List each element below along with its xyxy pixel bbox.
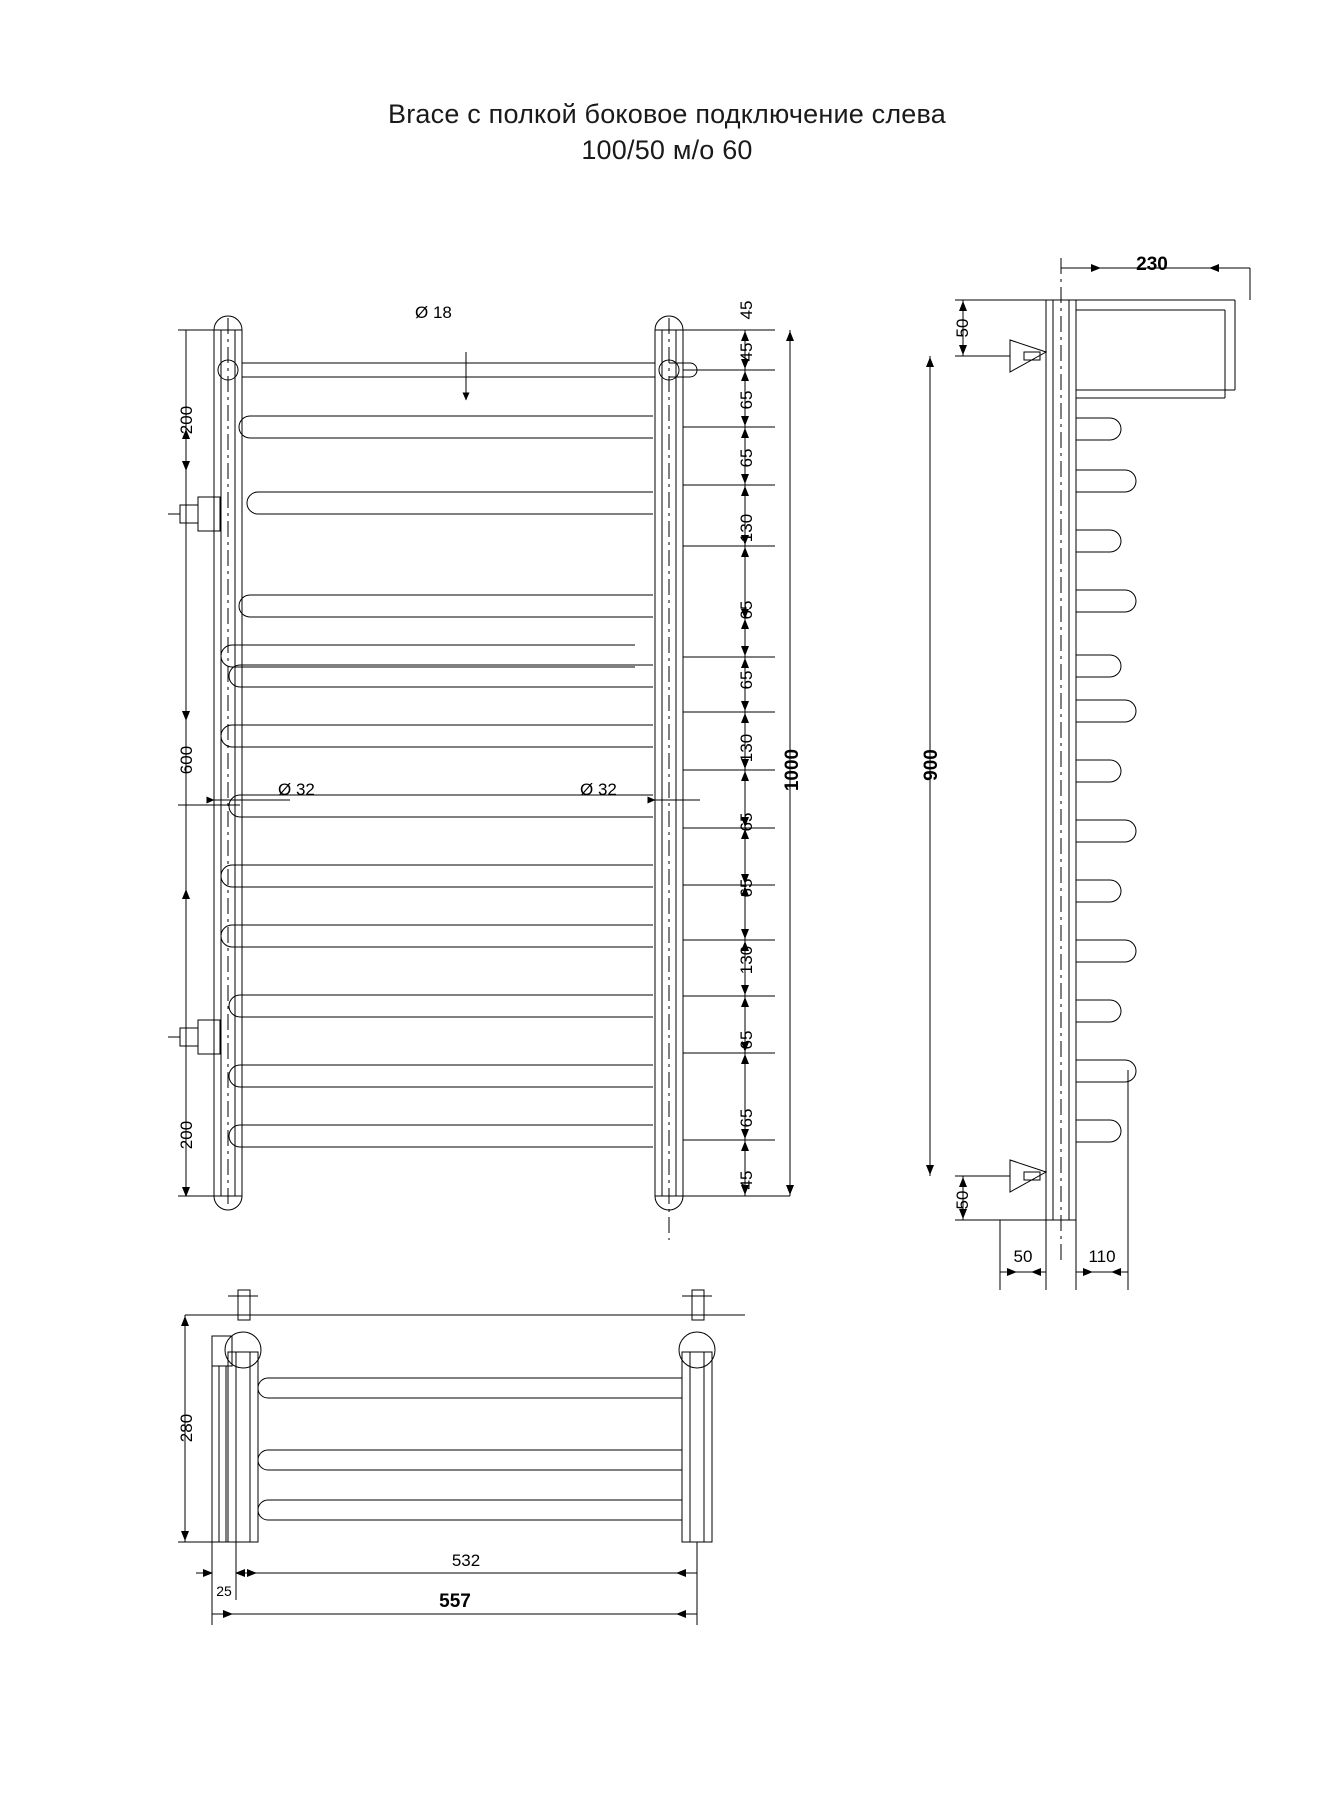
label-50-base: 50 xyxy=(1013,1247,1033,1266)
title-line-2: 100/50 м/о 60 xyxy=(581,135,753,166)
side-offset-dimensions xyxy=(955,300,1046,1220)
center-lines-front xyxy=(228,318,669,1240)
title-line-1: Brace с полкой боковое подключение слева xyxy=(388,99,946,129)
label-65-h: 65 xyxy=(737,1108,756,1128)
label-900: 900 xyxy=(921,749,942,781)
shelf-view xyxy=(178,1290,745,1625)
shelf-rails xyxy=(258,1378,682,1520)
wall-bracket-top xyxy=(168,497,220,531)
side-shelf xyxy=(1076,300,1235,398)
shelf-left-bracket xyxy=(212,1336,232,1542)
label-230: 230 xyxy=(1136,254,1168,275)
wall-bracket-bottom xyxy=(168,1020,220,1054)
label-25: 25 xyxy=(216,1583,232,1599)
label-total-1000: 1000 xyxy=(782,748,803,792)
dimension-labels xyxy=(177,254,1168,1612)
label-557: 557 xyxy=(439,1591,471,1612)
label-50-bottom: 50 xyxy=(953,1190,972,1210)
label-65-d: 65 xyxy=(737,670,756,690)
label-280: 280 xyxy=(177,1413,196,1443)
side-view xyxy=(930,258,1250,1290)
label-65-b: 65 xyxy=(737,448,756,468)
label-50-top: 50 xyxy=(953,318,972,338)
label-532: 532 xyxy=(451,1551,481,1570)
label-65-f: 65 xyxy=(737,878,756,898)
shelf-left-post xyxy=(225,1290,261,1542)
label-d18: Ø 18 xyxy=(415,303,452,322)
label-65-a: 65 xyxy=(737,390,756,410)
label-45-a: 45 xyxy=(737,342,756,362)
front-view xyxy=(168,316,790,1240)
label-45-c: 45 xyxy=(737,1170,756,1190)
label-130-b: 130 xyxy=(737,733,756,763)
top-rail xyxy=(218,360,697,380)
label-65-g: 65 xyxy=(737,1030,756,1050)
shelf-right-post xyxy=(679,1290,715,1542)
shelf-width-dimensions xyxy=(196,1542,697,1625)
label-110: 110 xyxy=(1088,1247,1116,1266)
label-h200-top: 200 xyxy=(177,405,196,435)
label-d32-right: Ø 32 xyxy=(580,780,617,799)
label-d32-left: Ø 32 xyxy=(278,780,315,799)
label-65-e: 65 xyxy=(737,812,756,832)
label-130-a: 130 xyxy=(737,513,756,543)
side-bars xyxy=(1076,418,1136,1142)
label-h200-bottom: 200 xyxy=(177,1120,196,1150)
label-65-c: 65 xyxy=(737,600,756,620)
front-right-extension-lines xyxy=(676,330,790,1196)
label-130-c: 130 xyxy=(737,945,756,975)
label-h600: 600 xyxy=(177,745,196,775)
label-45-b: 45 xyxy=(737,300,756,320)
